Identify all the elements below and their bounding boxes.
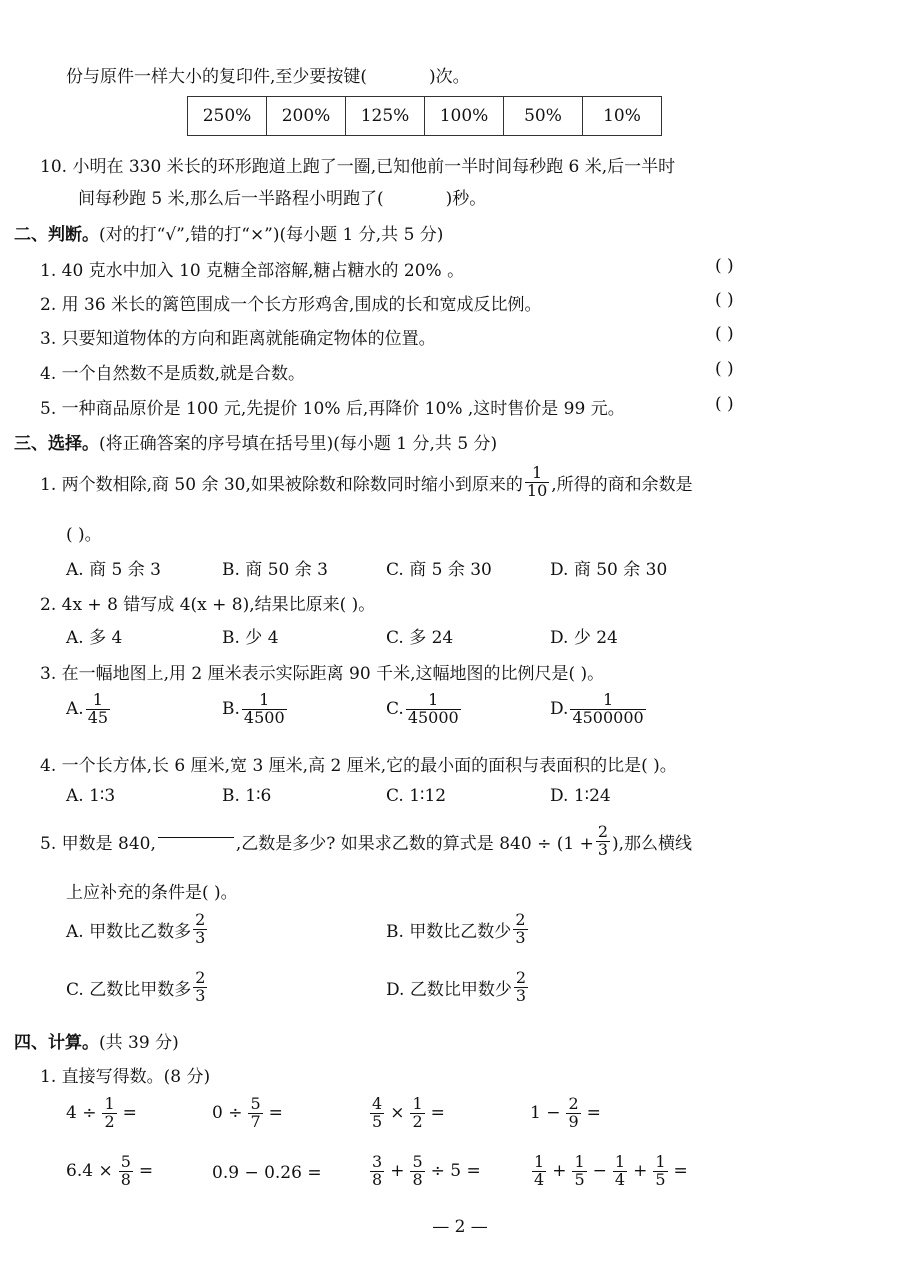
fraction: $\frac{1}{45000}$ — [407, 690, 459, 727]
zoom-options-table — [187, 96, 662, 136]
fraction: $\frac{1}{5}$ — [655, 1152, 666, 1189]
option-d: D. 1∶24 — [550, 786, 611, 806]
section4-note: (共 39 分) — [99, 1033, 179, 1053]
judge-item-4: 4. 一个自然数不是质数,就是合数。 — [40, 364, 306, 384]
judge-item-3: 3. 只要知道物体的方向和距离就能确定物体的位置。 — [40, 329, 436, 349]
fraction: $\frac{5}{8}$ — [412, 1152, 423, 1189]
section4-header — [14, 1028, 179, 1053]
answer-paren[interactable]: ( ) — [715, 290, 734, 310]
fraction: $\frac{2}{3}$ — [195, 968, 206, 1005]
subsection-1: 1. 直接写得数。(8 分) — [40, 1067, 211, 1087]
fraction: $\frac{2}{9}$ — [568, 1094, 579, 1131]
fraction: $\frac{1}{4}$ — [534, 1152, 545, 1189]
choice-q1-paren[interactable]: ( )。 — [66, 525, 102, 545]
expr-3: $\frac{4}{5}$ × $\frac{1}{2}$ = — [372, 1094, 445, 1131]
fill-blank-line[interactable] — [158, 837, 234, 838]
expr-1: 4 ÷ $\frac{1}{2}$ = — [66, 1094, 137, 1131]
judge-item-2: 2. 用 36 米长的篱笆围成一个长方形鸡舍,围成的长和宽成反比例。 — [40, 295, 542, 315]
option-a: A. 甲数比乙数多 $\frac{2}{3}$ — [66, 910, 206, 947]
choice-q4: 4. 一个长方体,长 6 厘米,宽 3 厘米,高 2 厘米,它的最小面的面积与表面积的比是( )。 — [40, 756, 677, 776]
section2-header — [14, 220, 443, 245]
section2-note: (对的打“√”,错的打“×”)(每小题 1 分,共 5 分) — [99, 225, 444, 245]
option-a: A. 商 5 余 3 — [66, 560, 161, 580]
section3-note: (将正确答案的序号填在括号里)(每小题 1 分,共 5 分) — [99, 434, 498, 454]
fraction: $\frac{3}{8}$ — [372, 1152, 383, 1189]
fraction: $\frac{1}{2}$ — [412, 1094, 423, 1131]
zoom-option: 125% — [346, 97, 425, 136]
choice-q3: 3. 在一幅地图上,用 2 厘米表示实际距离 90 千米,这幅地图的比例尺是( )。 — [40, 664, 605, 684]
expr-5: 6.4 × $\frac{5}{8}$ = — [66, 1152, 154, 1189]
option-b: B. 少 4 — [222, 628, 279, 648]
section2-title: 二、判断。 — [14, 225, 99, 245]
option-b: B. 商 50 余 3 — [222, 560, 328, 580]
fraction: $\frac{1}{45}$ — [87, 690, 109, 727]
fraction: $\frac{5}{7}$ — [250, 1094, 261, 1131]
fraction: $\frac{5}{8}$ — [120, 1152, 131, 1189]
fraction: $\frac{1}{4}$ — [614, 1152, 626, 1189]
judge-item-5: 5. 一种商品原价是 100 元,先提价 10% 后,再降价 10% ,这时售价是 99 元。 — [40, 399, 625, 419]
answer-paren[interactable]: ( ) — [715, 256, 734, 276]
option-a: A. 1∶3 — [66, 786, 116, 806]
zoom-option: 100% — [425, 97, 504, 136]
expr-8: $\frac{1}{4}$ + $\frac{1}{5}$ − $\frac{1}{4}$ + $\frac{1}{5}$ = — [534, 1152, 688, 1189]
q10-line1: 10. 小明在 330 米长的环形跑道上跑了一圈,已知他前一半时间每秒跑 6 米,后一半时 — [40, 157, 676, 177]
option-b: B. $\frac{1}{4500}$ — [222, 690, 285, 727]
option-b: B. 甲数比乙数少 $\frac{2}{3}$ — [386, 910, 526, 947]
judge-item-1: 1. 40 克水中加入 10 克糖全部溶解,糖占糖水的 20% 。 — [40, 261, 465, 281]
option-d: D. 商 50 余 30 — [550, 560, 668, 580]
fraction: $\frac{2}{3}$ — [515, 968, 527, 1005]
page-number: — 2 — — [432, 1217, 488, 1237]
expr-2: 0 ÷ $\frac{5}{7}$ = — [212, 1094, 283, 1131]
fraction: $\frac{1}{4500}$ — [243, 690, 285, 727]
option-a: A. 多 4 — [66, 628, 123, 648]
answer-paren[interactable]: ( ) — [715, 324, 734, 344]
option-c: C. 多 24 — [386, 628, 454, 648]
expr-6: 0.9 − 0.26 = — [212, 1163, 322, 1183]
option-a: A. $\frac{1}{45}$ — [66, 690, 109, 727]
zoom-option: 50% — [504, 97, 583, 136]
fraction: $\frac{4}{5}$ — [372, 1094, 383, 1131]
option-c: C. 1∶12 — [386, 786, 447, 806]
option-c: C. $\frac{1}{45000}$ — [386, 690, 459, 727]
fraction: $\frac{1}{5}$ — [574, 1152, 585, 1189]
zoom-option: 200% — [267, 97, 346, 136]
choice-q2: 2. 4x + 8 错写成 4(x + 8),结果比原来( )。 — [40, 595, 376, 615]
zoom-option: 250% — [188, 97, 267, 136]
option-b: B. 1∶6 — [222, 786, 272, 806]
fraction: $\frac{1}{10}$ — [526, 462, 548, 500]
choice-q1: 1. 两个数相除,商 50 余 30,如果被除数和除数同时缩小到原来的 $\frac{1}{10}$ ,所得的商和余数是 — [40, 462, 693, 500]
section3-title: 三、选择。 — [14, 434, 99, 454]
fraction: $\frac{1}{2}$ — [104, 1094, 115, 1131]
expr-7: $\frac{3}{8}$ + $\frac{5}{8}$ ÷ 5 = — [372, 1152, 481, 1189]
option-d: D. 乙数比甲数少 $\frac{2}{3}$ — [386, 968, 527, 1005]
option-c: C. 乙数比甲数多 $\frac{2}{3}$ — [66, 968, 206, 1005]
section3-header — [14, 429, 497, 454]
q10-line2: 间每秒跑 5 米,那么后一半路程小明跑了( )秒。 — [78, 189, 487, 209]
fraction: $\frac{2}{3}$ — [597, 821, 608, 859]
choice-q5-line2[interactable]: 上应补充的条件是( )。 — [66, 883, 238, 903]
zoom-option: 10% — [583, 97, 662, 136]
option-d: D. $\frac{1}{4500000}$ — [550, 690, 644, 727]
option-c: C. 商 5 余 30 — [386, 560, 492, 580]
option-d: D. 少 24 — [550, 628, 618, 648]
fraction: $\frac{2}{3}$ — [195, 910, 206, 947]
expr-4: 1 − $\frac{2}{9}$ = — [530, 1094, 601, 1131]
fraction: $\frac{1}{4500000}$ — [572, 690, 644, 727]
fraction: $\frac{2}{3}$ — [515, 910, 526, 947]
section4-title: 四、计算。 — [14, 1033, 99, 1053]
q9-line: 份与原件一样大小的复印件,至少要按键( )次。 — [66, 67, 470, 87]
answer-paren[interactable]: ( ) — [715, 359, 734, 379]
choice-q5: 5. 甲数是 840, ,乙数是多少? 如果求乙数的算式是 840 ÷ (1 + $\frac{2}{3}$ ),那么横线 — [40, 821, 693, 859]
answer-paren[interactable]: ( ) — [715, 394, 734, 414]
